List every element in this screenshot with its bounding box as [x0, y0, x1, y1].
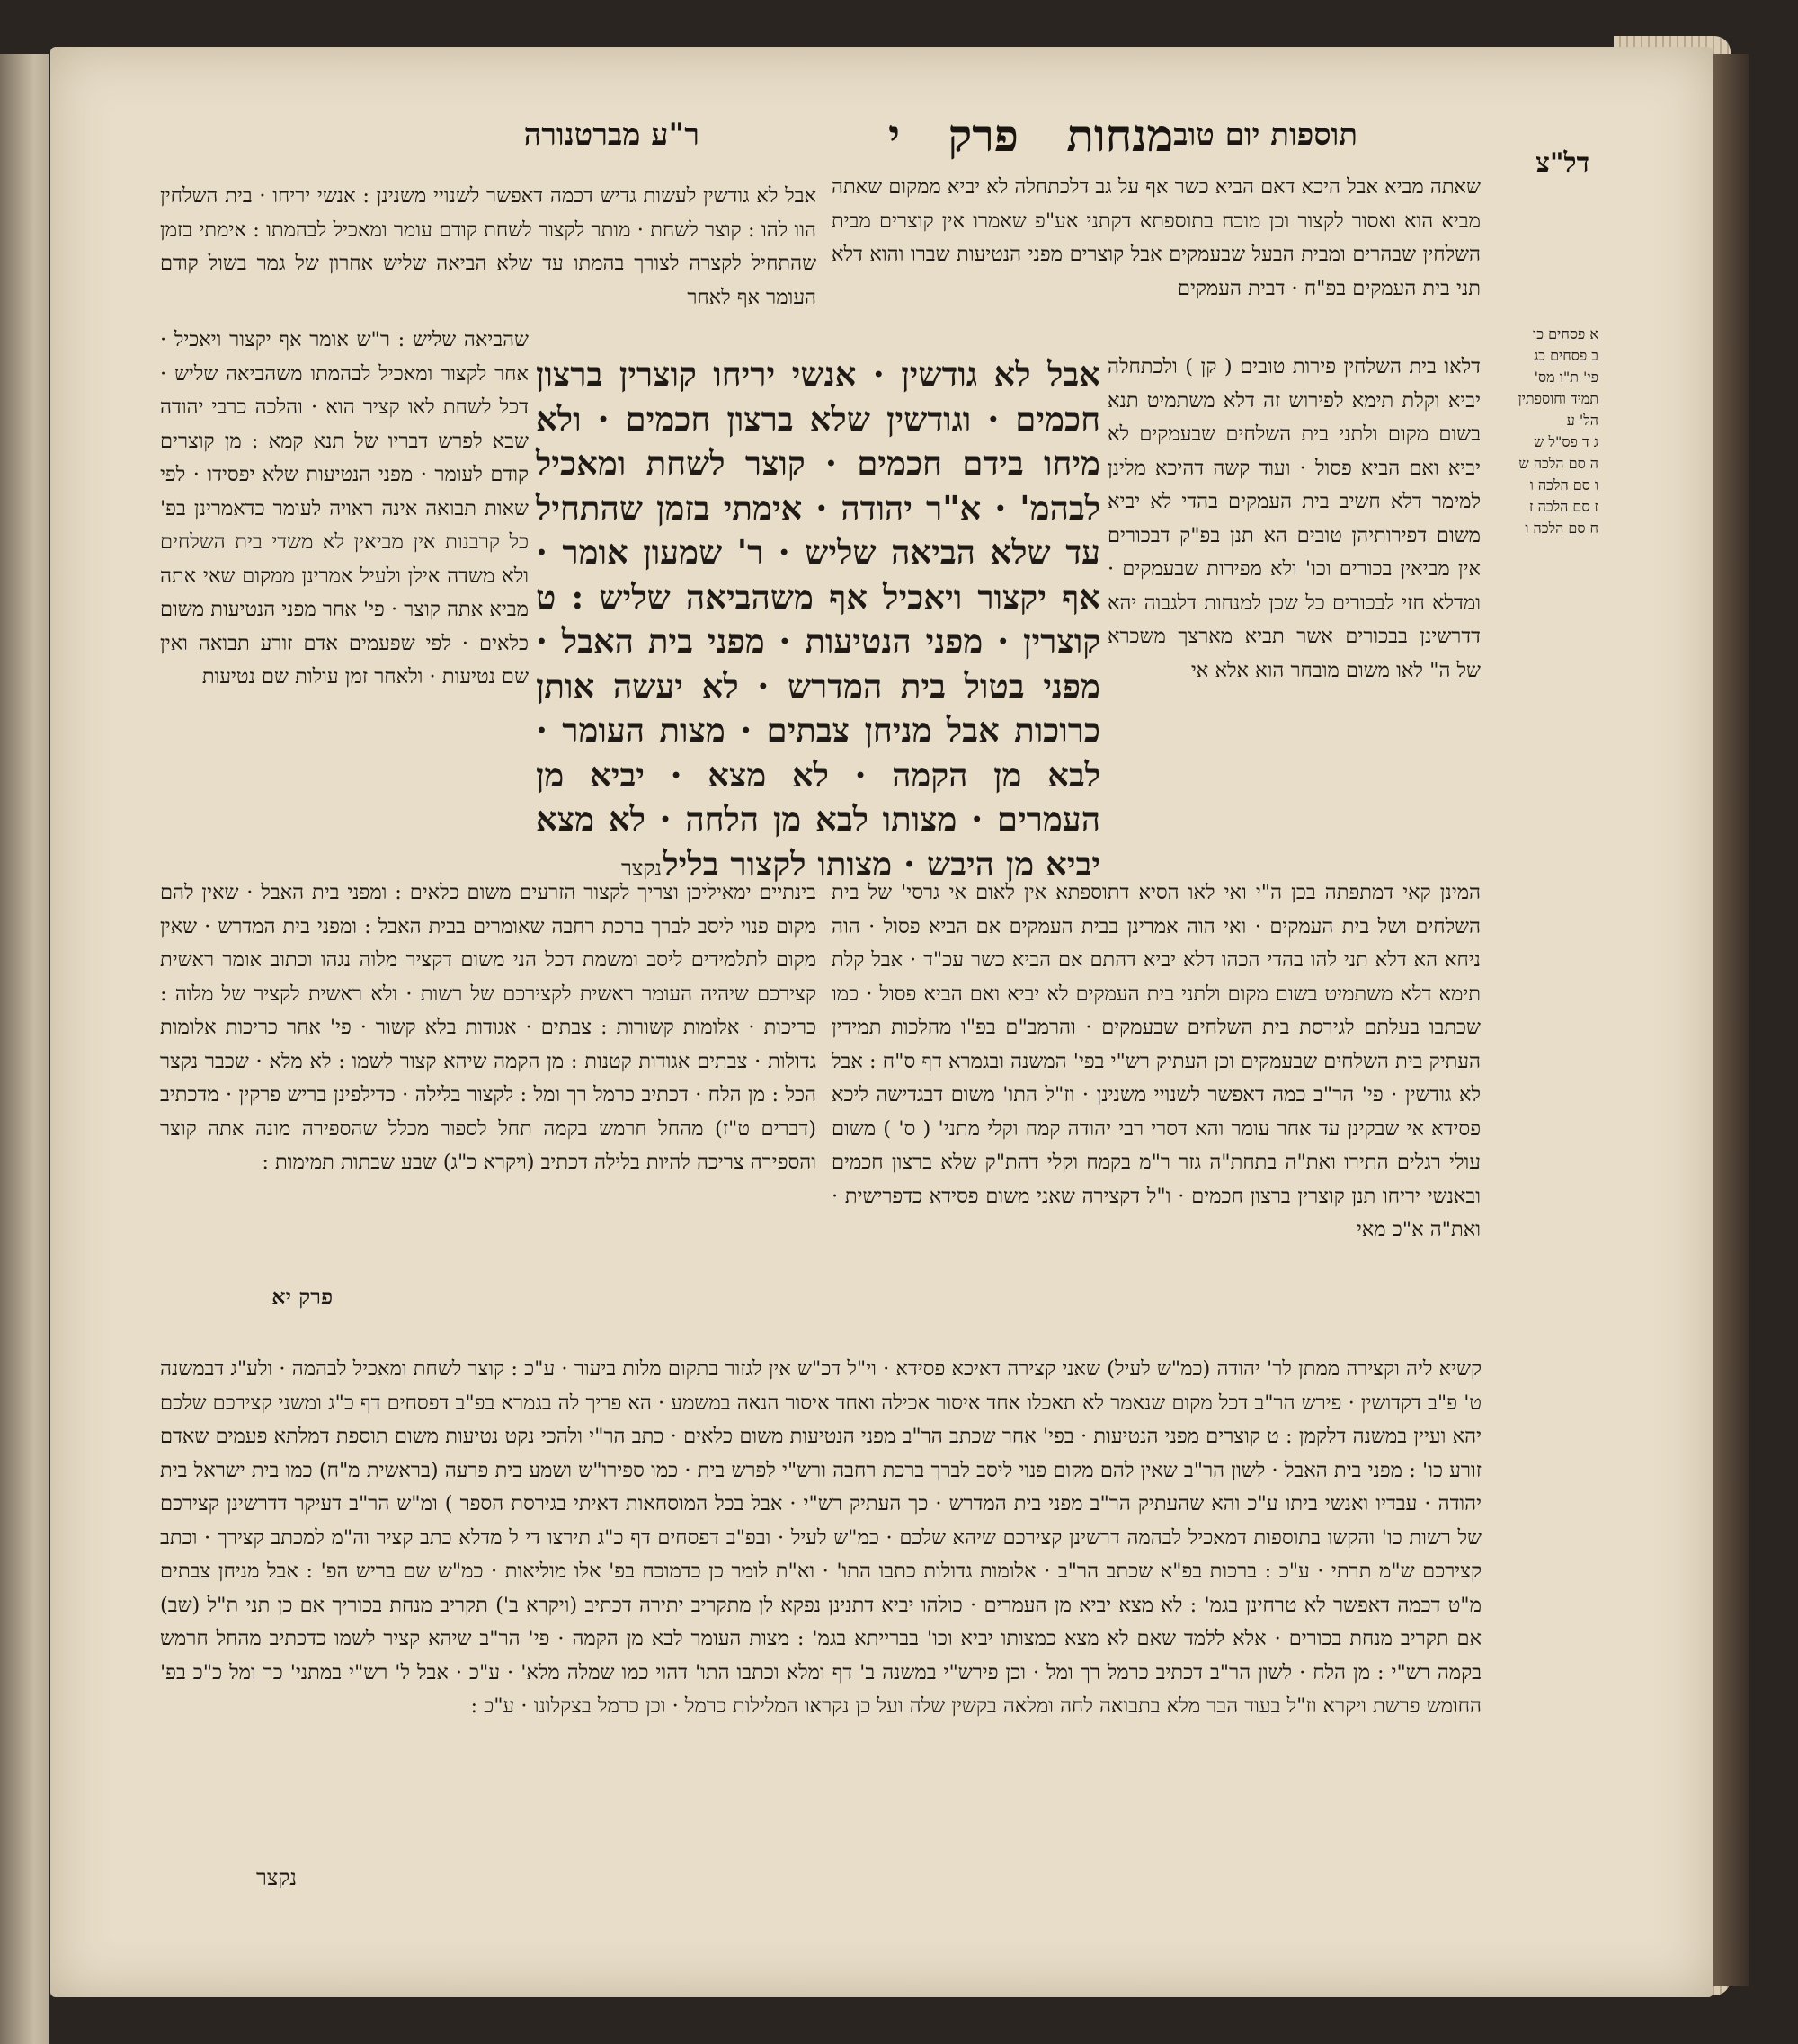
book-spine-shadow — [1713, 54, 1749, 1986]
margin-note: תמיד וחוספתין — [1518, 390, 1598, 407]
margin-note: פי' ת"ו מס' — [1534, 369, 1598, 386]
margin-references — [1500, 324, 1598, 539]
header-tractate-chapter: מנחות פרק י — [887, 108, 1174, 162]
margin-note: ז סם הלכה ז — [1529, 498, 1598, 515]
running-header — [342, 106, 1357, 164]
margin-note: ב פסחים כג — [1533, 347, 1598, 364]
bartenura-left-column: שהביאה שליש : ר"ש אומר אף יקצור ויאכיל · אחר לקצור ומאכיל לבהמתו משהביאה שליש · דכל לשחת לאו קציר הוא · והלכה כרבי יהודה שבא לפרש דבריו של תנא קמא : מן קוצרים קודם לעומר · מפני הנטיעות שלא יפסידו · לפי שאות תבואה אינה ראויה לעומר כדאמרינן בפ' כל קרבנות אין מביאין לא משדי בית השלחים ולא משדה אילן ולעיל אמרינן ממקום שאי אתה מביא אתה קוצר · פי' אחר מפני הנטיעות משום כלאים · לפי שפעמים אדם זורע תבואה ואין שם נטיעות · ולאחר זמן עולות שם נטיעות — [160, 328, 529, 689]
margin-note: ה סם הלכה ש — [1518, 455, 1598, 472]
margin-note: הל' ע — [1566, 412, 1598, 429]
tosafot-right-column: דלאו בית השלחין פירות טובים ( קן ) ולכתחלה יביא וקלת תימא לפירוש זה דלא משתמיט תנא בשום מקום ולתני בית השלחים שבעמקים לא יביא ואם הביא פסול · ועוד קשה דהיכא מלינן למימר דלא חשיב בית העמקים בהדי לא יביא משום דפירותיהן טובים הא תנן בפ"ק דבכורים אין מביאין בכורים וכו' ולא מפירות שבעמקים · ומדלא חזי לבכורים כל שכן למנחות דלגבוה יהא דדרשינן בבכורים אשר תביא מארצך משכרא של ה" לאו משום מובחר הוא אלא אי — [1108, 355, 1481, 682]
margin-note: ו סם הלכה ו — [1529, 476, 1598, 493]
adjacent-page-edge — [0, 54, 49, 2044]
margin-note: ח סם הלכה ו — [1525, 520, 1598, 537]
tosafot-catchword: נקצר — [255, 1865, 297, 1890]
chapter-marker: פרק יא — [271, 1284, 333, 1310]
bartenura-bottom-left: בינתיים ימאיליכן וצריך לקצור הזרעים משום כלאים : ומפני בית האבל · שאין להם מקום פנוי ליסב לברך ברכת רחבה שאומרים בבית האבל : ומפני בית המדרש · שאין מקום לתלמידים ליסב ומשמת דכל הני משום דקציר מלוה נגהו וכתוב אומר ראשית קצירכם שיהיה העומר ראשית לקצירכם של רשות · ולא ראשית לקציר של מלוה : כריכות · אלומות קשורות : צבתים · אגודות בלא קשור · פי' אחר כריכות אלומות גדולות · צבתים אגודות קטנות : מן הקמה שיהא קצור לשמו : לא מלא · שכבר נקצר הכל : מן הלח · דכתיב כרמל רך ומל : לקצור בלילה · כדילפינן בריש פרקין · מדכתיב (דברים ט"ז) מהחל חרמש בקמה תחל לספור מכלל שהספירה מונה אתה קוצר והספירה צריכה להיות בלילה דכתיב (ויקרא כ"ג) שבע שבתות תמימות : — [160, 881, 816, 1174]
margin-note: ג ד פס"ל ש — [1534, 433, 1598, 450]
mishnah-text: אבל לא גודשין · אנשי יריחו קוצרין ברצון חכמים · וגודשין שלא ברצון חכמים · ולא מיחו בידם חכמים · קוצר לשחת ומאכיל לבהמ' · א"ר יהודה · אימתי בזמן שהתחיל עד שלא הביאה שליש · ר' שמעון אומר · אף יקצור ויאכיל אף משהביאה שליש : ט קוצרין · מפני הנטיעות · מפני בית האבל · מפני בטול בית המדרש · לא יעשה אותן כרוכות אבל מניחן צבתים · מצות העומר · לבא מן הקמה · לא מצא · יביא מן העמרים · מצותו לבא מן הלחה · לא מצא יביא מן היבש · מצותו לקצור בליל — [536, 354, 1100, 884]
tosafot-top-block: שאתה מביא אבל היכא דאם הביא כשר אף על גב דלכתחלה לא יביא ממקום שאתה מביא הוא ואסור לקצור וכן מוכח בתוספתא דקתני אע"פ שאמרו אין קוצרים מבית השלחין שבהרים ומבית הבעל שבעמקים אבל קוצרים מפני הנטיעות שברו והוא דלא תני בית העמקים בפ"ח · דבית העמקים — [832, 175, 1481, 300]
mishnah-catchword: נקצר — [620, 856, 662, 881]
folio-number: דל"צ — [1535, 147, 1589, 179]
margin-note: א פסחים כו — [1533, 325, 1598, 342]
bartenura-top-block: אבל לא גודשין לעשות גדיש דכמה דאפשר לשנויי משנינן : אנשי יריחו · בית השלחין הוו להו : קוצר לשחת · מותר לקצור לשחת קודם עומר ומאכיל לבהמתו : אימתי בזמן שהתחיל לקצרה לצורך בהמתו עד שלא הביאה שליש אחרון של גמר בשול קודם העומר אף לאחר — [160, 184, 816, 309]
header-tosafot-yom-tov: תוספות יום טוב — [1173, 117, 1357, 153]
header-bartenura: ר"ע מברטנורה — [523, 117, 699, 153]
tosafot-bottom-right: המינן קאי דמתפתה בכן ה"י ואי לאו הסיא דתוספתא אין לאום אי גרסי' של בית השלחים ושל בית העמקים · ואי הוה אמרינן בבית העמקים אם הביא פסול · הוה ניחא הא דלא תני להו בהדי הכהו דלא יביא דהתם אם הביא כשר עכ"ד · אבל קלת תימא דלא משתמיט בשום מקום ולתני בית העמקים לא יביא ואם הביא פסול · כמו שכתבו בעלתם לגירסת בית השלחים שבעמקים · והרמב"ם בפ"ו מהלכות תמידין העתיק בית השלחים שבעמקים וכן העתיק רש"י בפי' המשנה ובגמרא דף ס"ח : אבל לא גודשין · פי' הר"ב כמה דאפשר לשנויי משנינן · וז"ל התו' משום דבגדישה ליכא פסידא אי שבקינן עד אחר עומר והא דסרי רבי יהודה קמח וקלי מתני' ( ס' ) משום עולי רגלים התירו ואת"ה בתחת"ה גזר ר"מ בקמח וקלי דהת"ק שלא ברצון חכמים ובאנשי יריחו תנן קוצרין ברצון חכמים · ו"ל דקצירה שאני משום פסידא כדפרישית · ואת"ה א"כ מאי — [832, 881, 1481, 1241]
tosafot-bottom-full: קשיא ליה וקצירה ממתן לר' יהודה (כמ"ש לעיל) שאני קצירה דאיכא פסידא · וי"ל דכ"ש אין לגזור בתקום מלות ביעור · ע"כ : קוצר לשחת ומאכיל לבהמה · ולע"ג דבמשנה ט' פ"ב דקדושין · פירש הר"ב דכל מקום שנאמר לא תאכלו אחד איסור אכילה ואחד איסור הנאה במשמע · הא פריך לה בגמרא בפ"ב דפסחים דף כ"ג ומשני קצירכם שלכם יהא ועיין במשנה דלקמן : ט קוצרים מפני הנטיעות · בפי' אחר שכתב הר"ב מפני הנטיעות משום כלאים · כתב הר"י ולהכי נקט נטיעות משום תוספת דמלתא פעמים שאדם זורע כו' : מפני בית האבל · לשון הר"ב שאין להם מקום פנוי ליסב לברך ברכת רחבה ורש"י לפרש בית · כמו ספירו"ש ושמע בית פרעה (בראשית מ"ח) כמו בית ישראל בית יהודה · עבדיו ואנשי ביתו ע"כ והא שהעתיק הר"ב מפני בית המדרש · כך העתיק רש"י · אבל בכל המוסחאות דאיתי בגירסת הספר ) ומ"ש הר"ב דעיקר דדרשינן קצירכם של רשות כו' והקשו בתוספות דמאכיל לבהמה דרשינן קצירכם שיהא שלכם · כמ"ש לעיל · ובפ"ב דפסחים דף כ"ג תירצו די ל מדלא כתב קציר וה"מ למכתב קצירך · וכתב קצירכם ש"מ תרתי · ע"כ : ברכות בפ"א שכתב הר"ב · אלומות גדולות כתבו התו' · וא"ת לומר כן כדמוכח בפ' אלו מוליאות · כמ"ש שם בריש הפ' : אבל מניחן צבתים מ"ט דכמה דאפשר לא טרחינן בגמ' : לא מצא יביא מן העמרים · כולהו יביא דתנינן נפקא לן מתקריב יתירה דכתיב (ויקרא ב') תקריב מנחת בכוריך אם כן תני ת"ל (שב) אם תקריב מנחת בכורים · אלא ללמד שאם לא מצא כמצותו יביא וכו' בברייתא בגמ' : מצות העומר לבא מן הקמה · פי' הר"ב שיהא קציר לשמו כדכתיב מהחל חרמש בקמה רש"י : מן הלח · לשון הר"ב דכתיב כרמל רך ומל · וכן פירש"י במשנה ב' דף ומלא וכתבו התו' דהוי כמו שמלה מלא' · ע"כ · אבל ל' רש"י במתני' כר ומל כ"כ בפ' החומש פרשת ויקרא וז"ל בעוד הבר מלא בתבואה לחה ומלאה בקשין שלה ועל כן נקראו המלילות כרמל · וכן כרמל בצקלונו · ע"כ : — [160, 1357, 1482, 1718]
